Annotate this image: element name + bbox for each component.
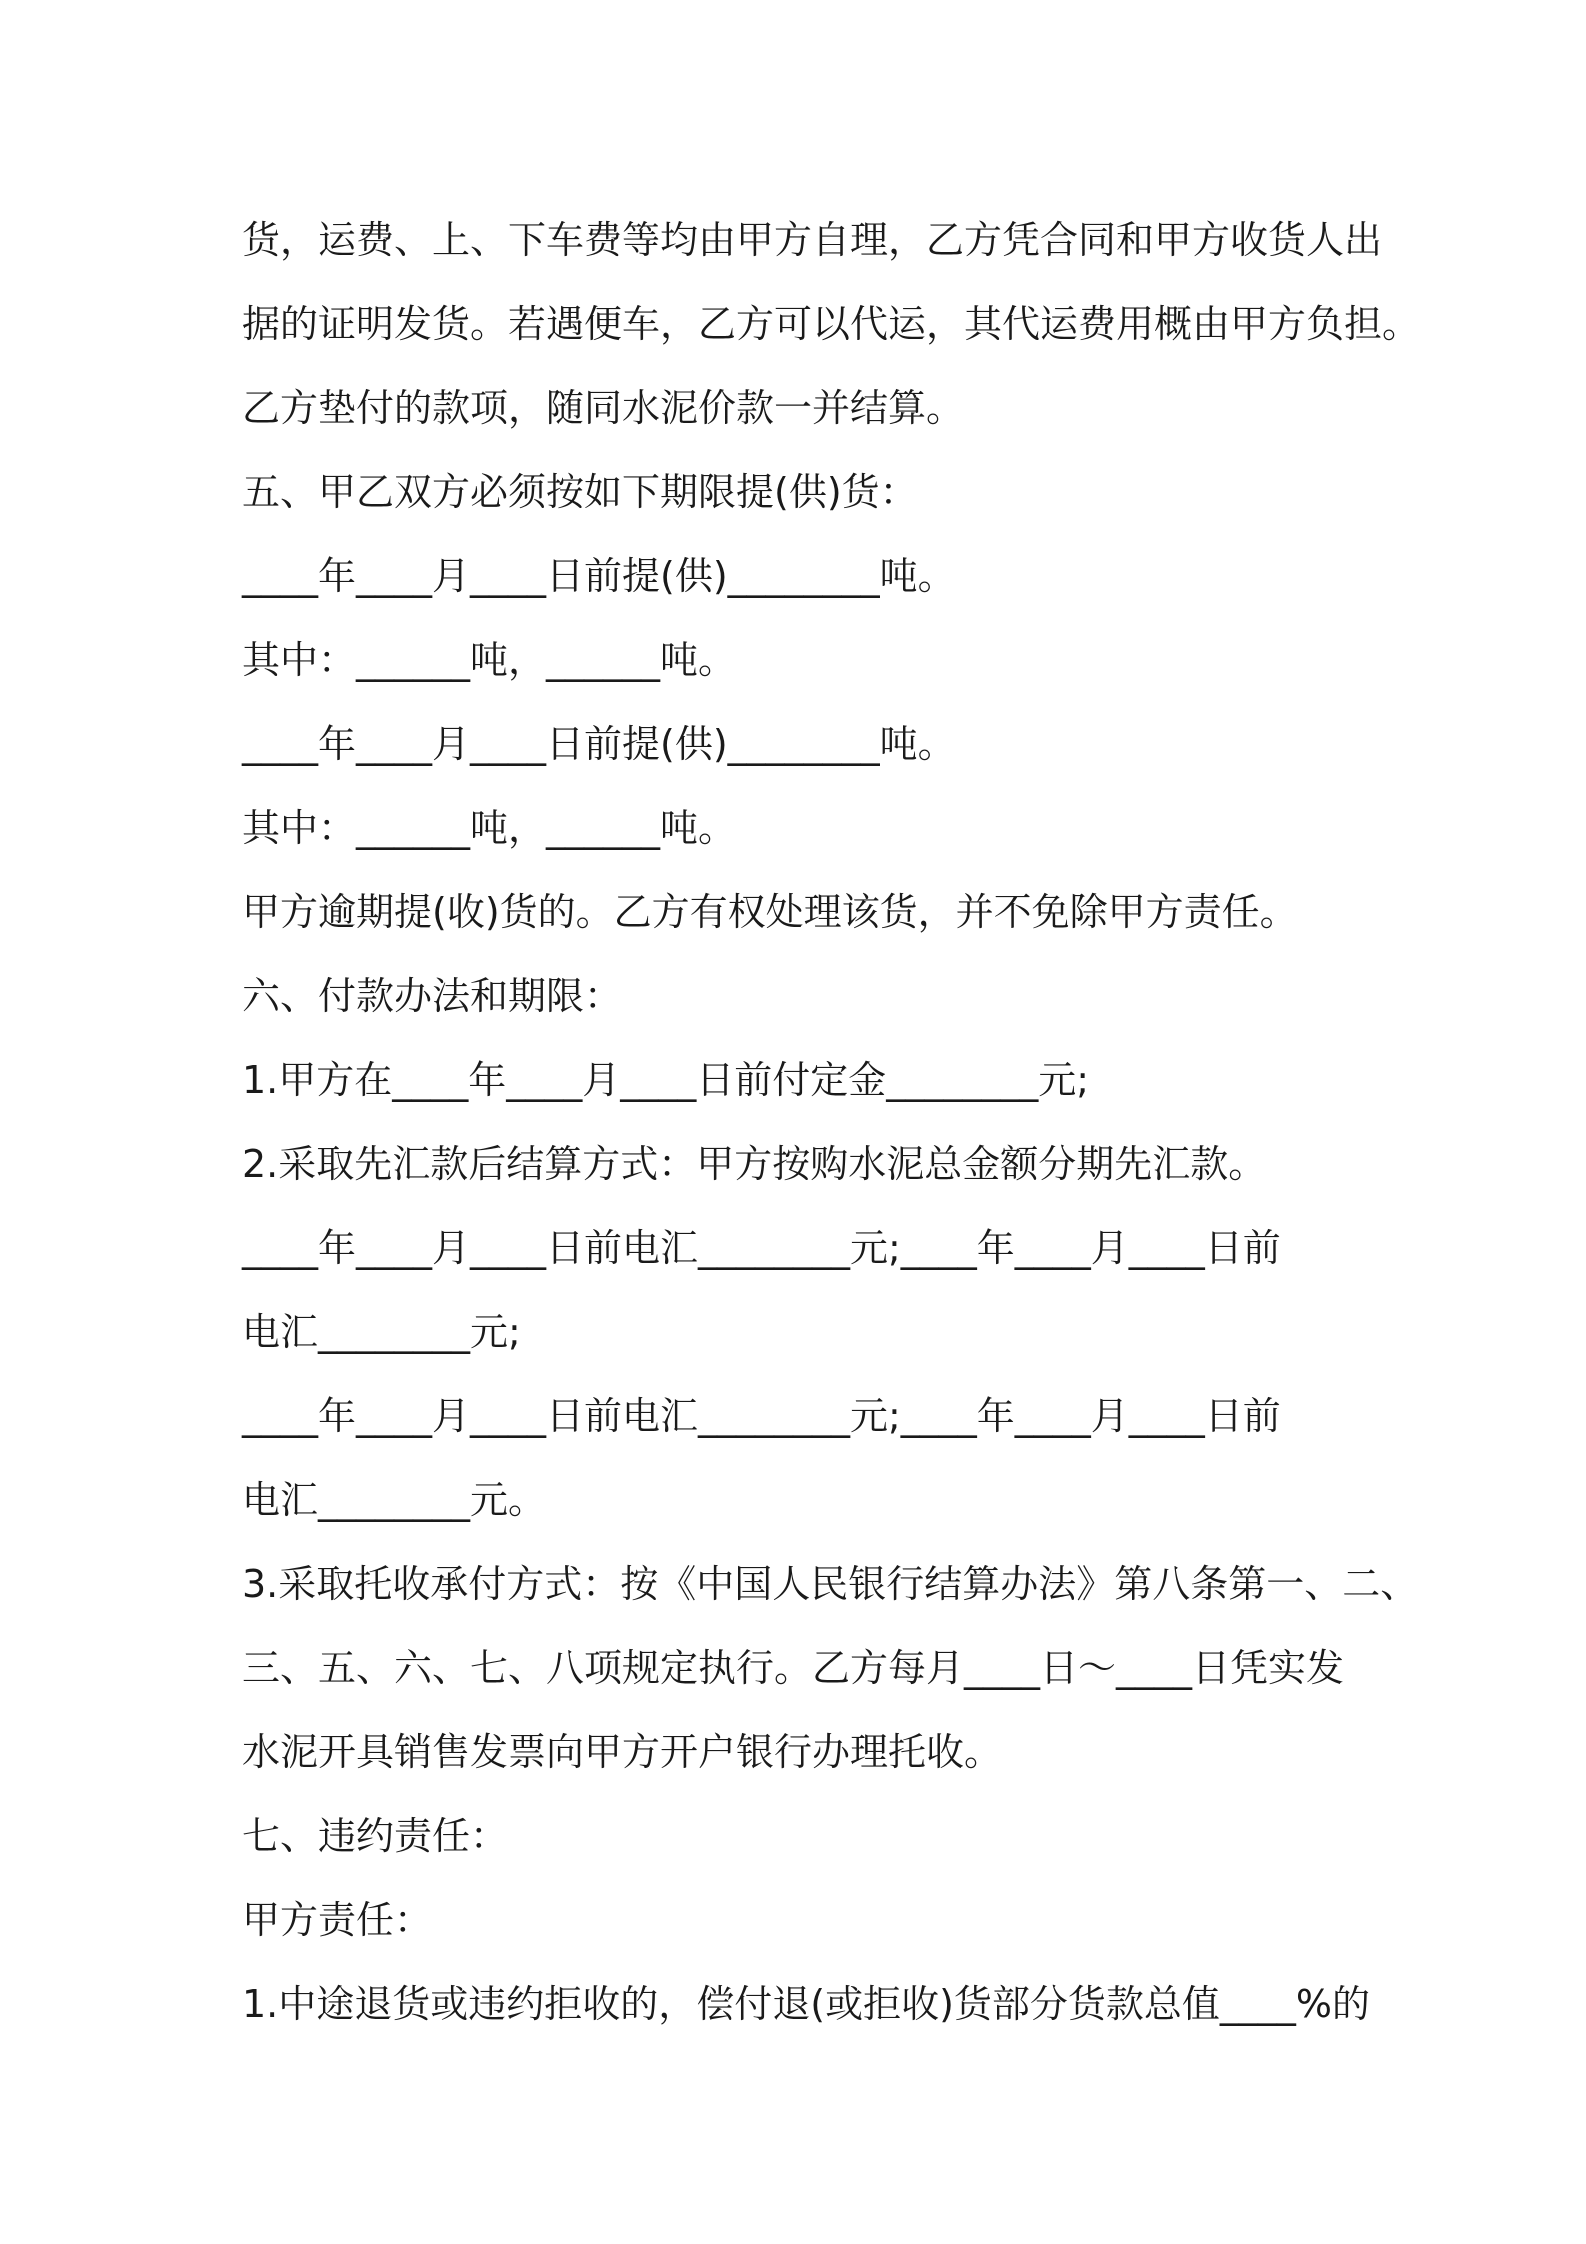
text-line: ____年____月____日前提(供)________吨。 <box>242 722 956 766</box>
section-heading: 七、违约责任： <box>242 1814 509 1858</box>
text-line: 2.采取先汇款后结算方式：甲方按购水泥总金额分期先汇款。 <box>242 1142 1267 1186</box>
text-line: 其中：______吨，______吨。 <box>242 806 737 850</box>
text-line: 甲方逾期提(收)货的。乙方有权处理该货，并不免除甲方责任。 <box>242 890 1298 934</box>
text-line: 三、五、六、七、八项规定执行。乙方每月____日～____日凭实发 <box>242 1646 1345 1690</box>
text-line: 乙方垫付的款项，随同水泥价款一并结算。 <box>242 386 965 430</box>
text-line: ____年____月____日前提(供)________吨。 <box>242 554 956 598</box>
subsection-heading: 甲方责任： <box>242 1898 433 1942</box>
section-heading: 六、付款办法和期限： <box>242 974 623 1018</box>
text-line: 1.中途退货或违约拒收的，偿付退(或拒收)货部分货款总值____%的 <box>242 1982 1371 2026</box>
text-line: 电汇________元。 <box>242 1478 547 1522</box>
document-body <box>242 198 1421 2046</box>
text-line: ____年____月____日前电汇________元;____年____月____日前 <box>242 1394 1281 1438</box>
text-line: 据的证明发货。若遇便车，乙方可以代运，其代运费用概由甲方负担。 <box>242 302 1421 346</box>
text-line: ____年____月____日前电汇________元;____年____月____日前 <box>242 1226 1281 1270</box>
text-line: 其中：______吨，______吨。 <box>242 638 737 682</box>
text-line: 3.采取托收承付方式：按《中国人民银行结算办法》第八条第一、二、 <box>242 1562 1419 1606</box>
section-heading: 五、甲乙双方必须按如下期限提(供)货： <box>242 470 918 514</box>
text-line: 电汇________元; <box>242 1310 521 1354</box>
text-line: 1.甲方在____年____月____日前付定金________元; <box>242 1058 1090 1102</box>
text-line: 货，运费、上、下车费等均由甲方自理，乙方凭合同和甲方收货人出 <box>242 218 1383 262</box>
text-line: 水泥开具销售发票向甲方开户银行办理托收。 <box>242 1730 1003 1774</box>
